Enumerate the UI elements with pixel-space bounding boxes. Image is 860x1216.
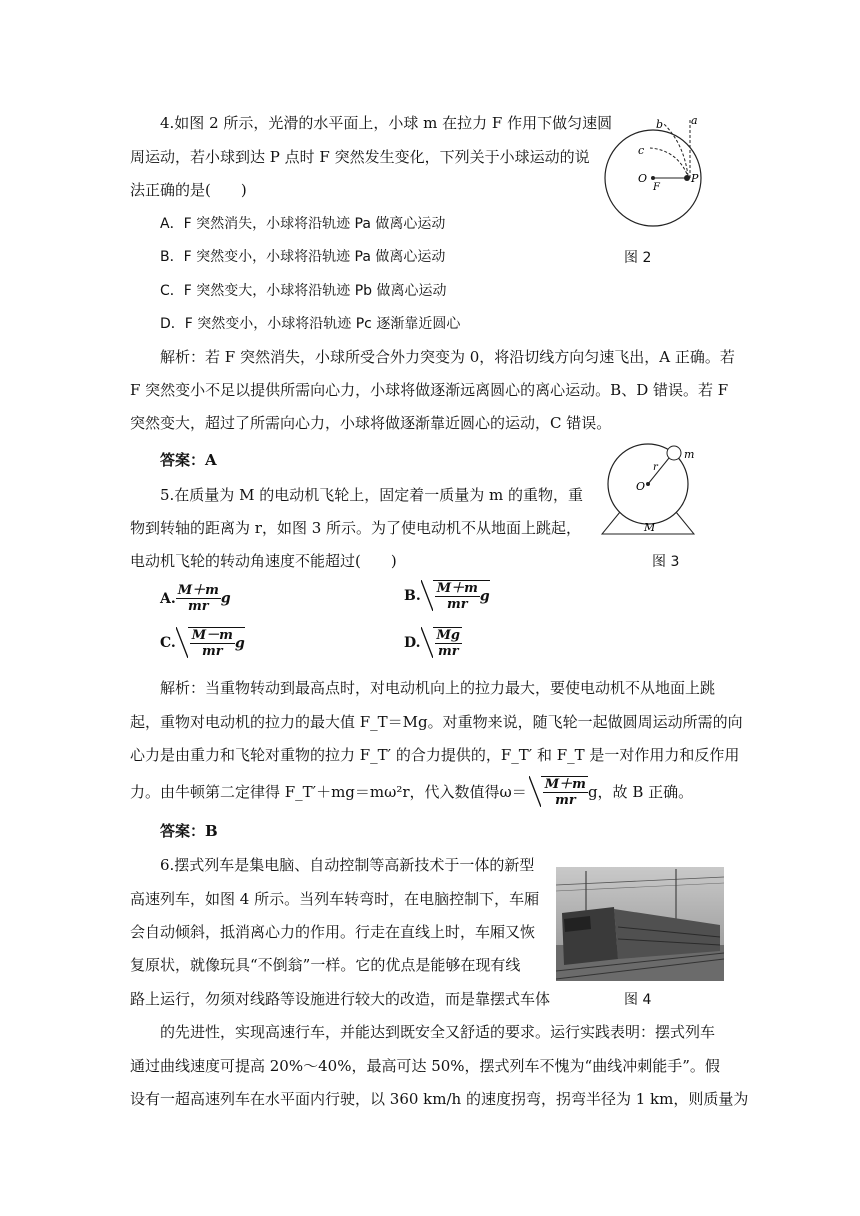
fig3-label-r: r [653,462,658,473]
figure-2-caption: 图 2 [624,250,652,266]
q5-answer: 答案：B [160,822,218,840]
q5-option-c-numerator: M－m [191,628,233,643]
figure-3-flywheel [598,440,708,540]
q5-option-b-radical [433,580,490,612]
q6-text-line-5: 路上运行，勿须对线路等设施进行较大的改造，而是靠摆式车体 [130,990,551,1008]
q5-option-b-denominator: mr [446,597,468,612]
q5-option-c-g: g [234,635,245,652]
q5-explanation-line-1: 解析：当重物转动到最高点时，对电动机向上的拉力最大，要使电动机不从地面上跳 [160,679,716,697]
q5-option-b-g: g [479,588,490,605]
q5-option-b-fraction [435,581,480,612]
q5-explanation-numerator: M＋m [544,777,586,792]
fig3-label-o: O [636,480,646,493]
q4-explanation-line-3: 突然变大，超过了所需向心力，小球将做逐渐靠近圆心的运动，C 错误。 [130,414,612,432]
q4-explanation-line-2: F 突然变小不足以提供所需向心力，小球将做逐渐远离圆心的离心运动。B、D 错误。若 F [130,381,729,399]
q5-option-c-radical [188,627,245,659]
q5-option-a-denominator: mr [188,599,209,614]
q5-option-a-fraction [176,583,221,614]
q4-answer: 答案：A [160,451,217,469]
q5-explanation-line-3: 心力是由重力和飞轮对重物的拉力 F_T′ 的合力提供的，F_T′ 和 F_T 是一对作用力和反作用 [130,746,740,764]
q4-option-a: A．F 突然消失，小球将沿轨迹 Pa 做离心运动 [160,216,446,232]
q4-option-b: B．F 突然变小，小球将沿轨迹 Pa 做离心运动 [160,249,446,265]
figure-4-train-photo [556,867,724,981]
q5-option-c-denominator: mr [202,644,223,659]
q6-text-line-6: 的先进性，实现高速行车，并能达到既安全又舒适的要求。运行实践表明：摆式列车 [160,1023,716,1041]
q5-explanation-line-4 [130,772,693,812]
fig3-label-M: M [644,521,656,534]
q5-option-a-label: A. [160,590,176,607]
q6-text-line-7: 通过曲线速度可提高 20%～40%，最高可达 50%，摆式列车不愧为“曲线冲刺能手”。假 [130,1057,720,1075]
fig2-label-o: O [638,172,648,185]
q5-stem-line-2: 物到转轴的距离为 r，如图 3 所示。为了使电动机不从地面上跳起， [130,519,582,537]
q6-text-line-3: 会自动倾斜，抵消离心力的作用。行走在直线上时，车厢又恢 [130,923,536,941]
q5-stem-line-3: 电动机飞轮的转动角速度不能超过( ) [130,552,397,570]
q5-explanation-fraction [543,777,588,808]
q4-stem-line-3: 法正确的是( ) [130,181,247,199]
figure-2-circular-motion [598,108,718,248]
fig2-label-f: F [653,182,660,193]
q5-explanation-line-4-post: g，故 B 正确。 [587,783,694,801]
q5-option-c-label: C. [160,635,176,651]
q6-text-line-1: 6.摆式列车是集电脑、自动控制等高新技术于一体的新型 [160,856,535,874]
q5-explanation-radical [541,776,588,808]
fig2-label-a: a [691,114,698,127]
q5-option-c [160,627,245,659]
q4-stem-line-2: 周运动，若小球到达 P 点时 F 突然发生变化，下列关于小球运动的说 [130,148,590,166]
q4-stem-line-1: 4.如图 2 所示，光滑的水平面上，小球 m 在拉力 F 作用下做匀速圆 [160,114,613,132]
q5-option-b-numerator: M＋m [436,581,478,596]
fig3-label-m: m [684,448,695,461]
figure-4-caption: 图 4 [624,992,652,1008]
q5-option-a-numerator: M＋m [177,583,219,598]
q6-text-line-4: 复原状，就像玩具“不倒翁”一样。它的优点是能够在现有线 [130,956,521,974]
q6-text-line-8: 设有一超高速列车在水平面内行驶，以 360 km/h 的速度拐弯，拐弯半径为 1 km，则质量为 [130,1090,749,1108]
q5-option-b-label: B. [404,588,421,604]
q5-option-a [160,583,231,614]
q5-explanation-line-2: 起，重物对电动机的拉力的最大值 F_T＝Mg。对重物来说，随飞轮一起做圆周运动所需的向 [130,713,743,731]
q5-option-d [404,627,462,659]
q4-explanation-line-1: 解析：若 F 突然消失，小球所受合外力突变为 0，将沿切线方向匀速飞出，A 正确。若 [160,348,735,366]
q5-option-d-label: D. [404,635,421,651]
q5-explanation-line-4-pre: 力。由牛顿第二定律得 F_T′＋mg＝mω²r，代入数值得ω＝ [130,783,527,801]
q5-option-d-fraction [435,628,462,659]
q4-option-d: D．F 突然变小，小球将沿轨迹 Pc 逐渐靠近圆心 [160,316,461,332]
fig2-label-b: b [656,118,664,131]
q5-option-d-numerator: Mg [436,628,460,643]
q5-option-d-denominator: mr [437,644,459,659]
q5-stem-line-1: 5.在质量为 M 的电动机飞轮上，固定着一质量为 m 的重物，重 [160,486,583,504]
q5-explanation-denominator: mr [555,793,576,808]
figure-3-caption: 图 3 [652,554,680,570]
fig2-label-p: P [691,172,699,185]
q5-option-b [404,580,490,612]
q5-option-c-fraction [190,628,235,659]
fig2-label-c: c [638,144,645,157]
q5-option-d-radical [433,627,462,659]
q6-text-line-2: 高速列车，如图 4 所示。当列车转弯时，在电脑控制下，车厢 [130,890,540,908]
q4-option-c: C．F 突然变大，小球将沿轨迹 Pb 做离心运动 [160,283,447,299]
q5-option-a-g: g [220,590,231,607]
